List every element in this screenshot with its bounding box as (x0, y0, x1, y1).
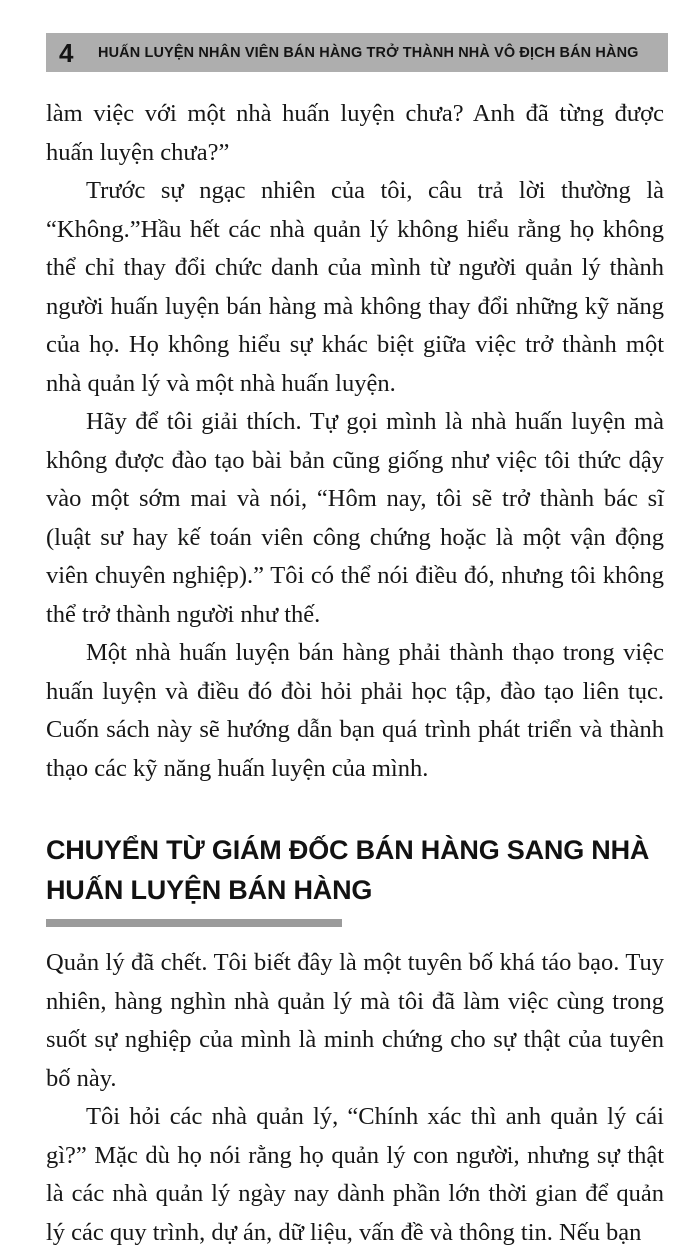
page-number: 4 (59, 37, 74, 68)
body-paragraph: Quản lý đã chết. Tôi biết đây là một tuyên bố khá táo bạo. Tuy nhiên, hàng nghìn nhà quản lý mà tôi đã làm việc cùng trong suốt sự nghiệp của mình là minh chứng cho sự thật của tuyên bố này. (46, 949, 664, 1092)
body-paragraph: Hãy để tôi giải thích. Tự gọi mình là nhà huấn luyện mà không được đào tạo bài bản cũng giống như việc tôi thức dậy vào một sớm mai và nói, “Hôm nay, tôi sẽ trở thành bác sĩ (luật sư hay kế toán viên công chứng hoặc là một vận động viên chuyên nghiệp).” Tôi có thể nói điều đó, nhưng tôi không thể trở thành người như thế. (46, 408, 664, 628)
intro-text-block (46, 95, 664, 788)
body-paragraph: Một nhà huấn luyện bán hàng phải thành thạo trong việc huấn luyện và điều đó đòi hỏi phải học tập, đào tạo liên tục. Cuốn sách này sẽ hướng dẫn bạn quá trình phát triển và thành thạo các kỹ năng huấn luyện của mình. (46, 639, 664, 782)
body-paragraph: Tôi hỏi các nhà quản lý, “Chính xác thì anh quản lý cái gì?” Mặc dù họ nói rằng họ quản lý con người, nhưng sự thật là các nhà quản lý ngày nay dành phần lớn thời gian để quản lý các quy trình, dự án, dữ liệu, vấn đề và thông tin. Nếu bạn (46, 1103, 664, 1246)
body-paragraph: Trước sự ngạc nhiên của tôi, câu trả lời thường là “Không.”Hầu hết các nhà quản lý không hiểu rằng họ không thể chỉ thay đổi chức danh của mình từ người quản lý thành người huấn luyện bán hàng mà không thay đổi những kỹ năng của họ. Họ không hiểu sự khác biệt giữa việc trở thành một nhà quản lý và một nhà huấn luyện. (46, 177, 664, 397)
section-heading: CHUYỂN TỪ GIÁM ĐỐC BÁN HÀNG SANG NHÀ HUẤN LUYỆN BÁN HÀNG (46, 835, 650, 905)
heading-underline-rule (46, 919, 342, 927)
body-paragraph: làm việc với một nhà huấn luyện chưa? Anh đã từng được huấn luyện chưa?” (46, 100, 664, 166)
running-header-title: HUẤN LUYỆN NHÂN VIÊN BÁN HÀNG TRỞ THÀNH NHÀ VÔ ĐỊCH BÁN HÀNG (98, 44, 640, 61)
running-header-bar (46, 33, 668, 72)
page-content (46, 33, 668, 1252)
section-text-block (46, 944, 664, 1252)
